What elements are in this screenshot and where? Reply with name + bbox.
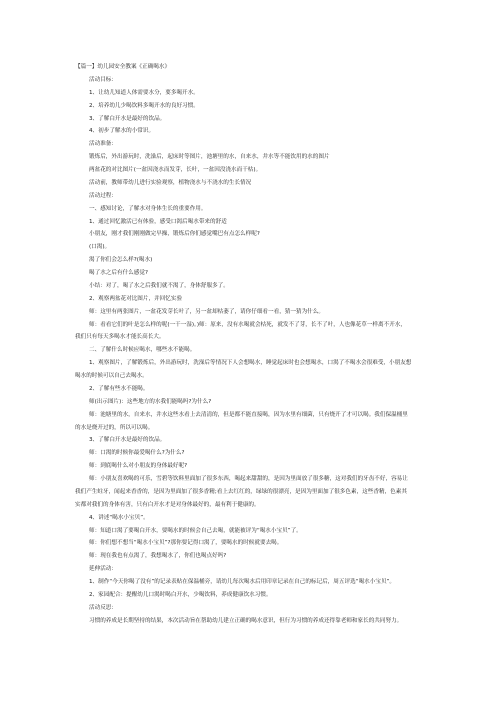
text-line: 活动准备： (89, 141, 117, 148)
text-line: 1、让幼儿知道人体需要水分，要多喝开水。 (89, 89, 199, 96)
text-line: 1、通过回忆激活已有体验，感受口渴后喝水带来的舒适 (89, 218, 227, 225)
text-line: 师：现在我也有点渴了，我想喝水了，你们也喝点好吗? (89, 553, 227, 560)
paragraph (75, 177, 475, 190)
text-line: 师：口渴的时候你最爱喝什么?为什么? (89, 450, 185, 457)
paragraph (75, 615, 475, 628)
list-item (75, 87, 475, 100)
paragraph (75, 241, 475, 254)
paragraph (75, 267, 475, 280)
list-item (75, 113, 475, 126)
text-line: 习惯的养成是长期坚持的结果，本次活动旨在帮助幼儿建立正确的喝水意识，但行为习惯的养成还得靠老师和家长的共同努力。 (89, 617, 403, 624)
text-line: 小朋友，刚才我们刚刚做完早操，锻炼后你们感觉嘴巴有点怎么样呢? (89, 231, 260, 238)
heading-activity-process (75, 190, 475, 203)
heading-activity-reflection (75, 602, 475, 615)
paragraph (75, 383, 475, 396)
paragraph (75, 396, 475, 409)
paragraph (75, 434, 475, 447)
paragraph (75, 164, 475, 177)
paragraph (75, 228, 475, 241)
text-line: 我们只有每天多喝水才能长高长大。 (75, 334, 165, 341)
paragraph (75, 473, 475, 512)
text-line: 师：小朋友喜欢喝的可乐，雪碧等饮料里面加了很多东西，喝起来甜甜的，是因为里面放了很多糖，这对我们的牙齿不好，容易让 (89, 476, 408, 482)
text-line: 师：池塘里的水，自来水，井水这些水看上去清清的，但是都不能直接喝，因为水里有细菌，只有烧开了才可以喝。我们保温桶里 (89, 411, 408, 418)
text-line: 锻炼后，外出游玩时，洗澡后，起床时等图片，池塘里的水，自来水，井水等不能饮用的水的图片 (89, 154, 330, 161)
text-line: 小结：对了，喝了水之后我们就不渴了，身体舒服多了。 (89, 282, 229, 289)
paragraph (75, 306, 475, 319)
text-line: 师：到底喝什么对小朋友的身体最好呢? (89, 463, 188, 470)
text-line: 渴了你们会怎么样?(喝水) (89, 257, 153, 264)
paragraph (75, 254, 475, 267)
text-line: 1、制作“今天你喝了没有”的记录表贴在保温桶旁，请幼儿每次喝水后用印章记录在自己的标记后，周五评选“喝水小宝贝”。 (89, 579, 396, 585)
text-line: 活动目标： (89, 76, 117, 83)
text-line: 3、了解白开水是最好的饮品。 (89, 115, 166, 122)
list-item (75, 576, 475, 589)
text-line: 一、感知讨论，了解水对身体生长的重要作用。 (89, 205, 207, 212)
paragraph (75, 550, 475, 563)
document-body (75, 61, 475, 628)
text-line: 的水是烧开过的，所以可以喝。 (75, 424, 154, 431)
section-heading (75, 344, 475, 357)
text-line: 师：看看它们的叶是怎么样的呢(一干一湿)。)师：原来，没有水喝就会枯死，就发不了芽，长不了叶，人也像花草一样离不开水， (89, 321, 406, 328)
text-line: 师：你们想不想当“喝水小宝贝”?那你要记得口渴了，要喝水的时候就要去喝。 (89, 540, 283, 547)
paragraph (75, 293, 475, 306)
text-line: 3、了解白开水是最好的饮品。 (89, 437, 166, 444)
text-line: 4、初步了解水的小常识。 (89, 128, 155, 135)
text-line: 活动反思： (89, 604, 117, 611)
text-line: 2、观察两盆花对比图片，并回忆实验 (89, 295, 183, 302)
list-item (75, 589, 475, 602)
text-line: 活动过程： (89, 192, 117, 199)
text-line: 两盆花的对比图片(一盆因浇水而发芽，长叶，一盆因没浇水而干枯)。 (89, 167, 262, 173)
paragraph (75, 216, 475, 229)
text-line: 喝水的时候可以自己去喝水。 (75, 373, 148, 379)
paragraph (75, 525, 475, 538)
text-line: 活动前，教师带幼儿进行实验观察，植物浇水与不浇水的生长情况 (89, 179, 252, 186)
text-line: 2、家园配合：提醒幼儿口渴时喝白开水，少喝饮料，养成健康饮水习惯。 (89, 591, 272, 598)
text-line: 2、了解有些水不能喝。 (89, 385, 149, 392)
list-item (75, 100, 475, 113)
paragraph (75, 357, 475, 383)
paragraph (75, 460, 475, 473)
text-line: 师：这里有两张图片，一盆花发芽长叶了，另一盆却枯萎了，请你仔细看一看，猜一猜为什么。 (89, 308, 324, 315)
paragraph (75, 151, 475, 164)
paragraph (75, 447, 475, 460)
text-line: 二、了解什么时候应喝水，哪些水不能喝。 (89, 347, 196, 354)
text-line: (口渴)。 (89, 244, 111, 251)
heading-extension-activities (75, 563, 475, 576)
text-line: 2、培养幼儿少喝饮料多喝开水的良好习惯。 (89, 102, 199, 109)
document-title: 【篇一】幼儿园安全教案《正确喝水》 (75, 64, 171, 70)
text-line: 1、观察图片，了解锻炼后，外出游玩时，洗澡后等情况下人会想喝水，睡觉起床时也会想喝水，口渴了不喝水会很难受，小朋友想 (89, 360, 412, 367)
list-item (75, 125, 475, 138)
heading-activity-goals (75, 74, 475, 87)
paragraph (75, 512, 475, 525)
text-line: 我们产生蛀牙，闻起来香香的，是因为里面加了很多香精;看上去红红的，绿绿的很漂亮，是因为里面加了很多色素，这些香精，色素其 (75, 488, 407, 495)
paragraph (75, 537, 475, 550)
section-heading (75, 203, 475, 216)
paragraph (75, 409, 475, 435)
paragraph (75, 280, 475, 293)
text-line: 延伸活动： (89, 566, 117, 573)
heading-activity-preparation (75, 138, 475, 151)
text-line: 喝了水之后有什么感觉? (89, 270, 148, 276)
text-line: 师(出示图片)：这些地方的水我们能喝吗?为什么? (89, 398, 212, 405)
text-line: 实都对我们的身体有害，只有白开水才是对身体最好的，最有利于健康的。 (75, 501, 260, 508)
text-line: 师：知道口渴了要喝白开水，要喝水的时候会自己去喝，就能被评为“喝水小宝贝”了。 (89, 527, 302, 534)
text-line: 4、讲述“喝水小宝贝”。 (89, 514, 149, 521)
paragraph (75, 319, 475, 345)
